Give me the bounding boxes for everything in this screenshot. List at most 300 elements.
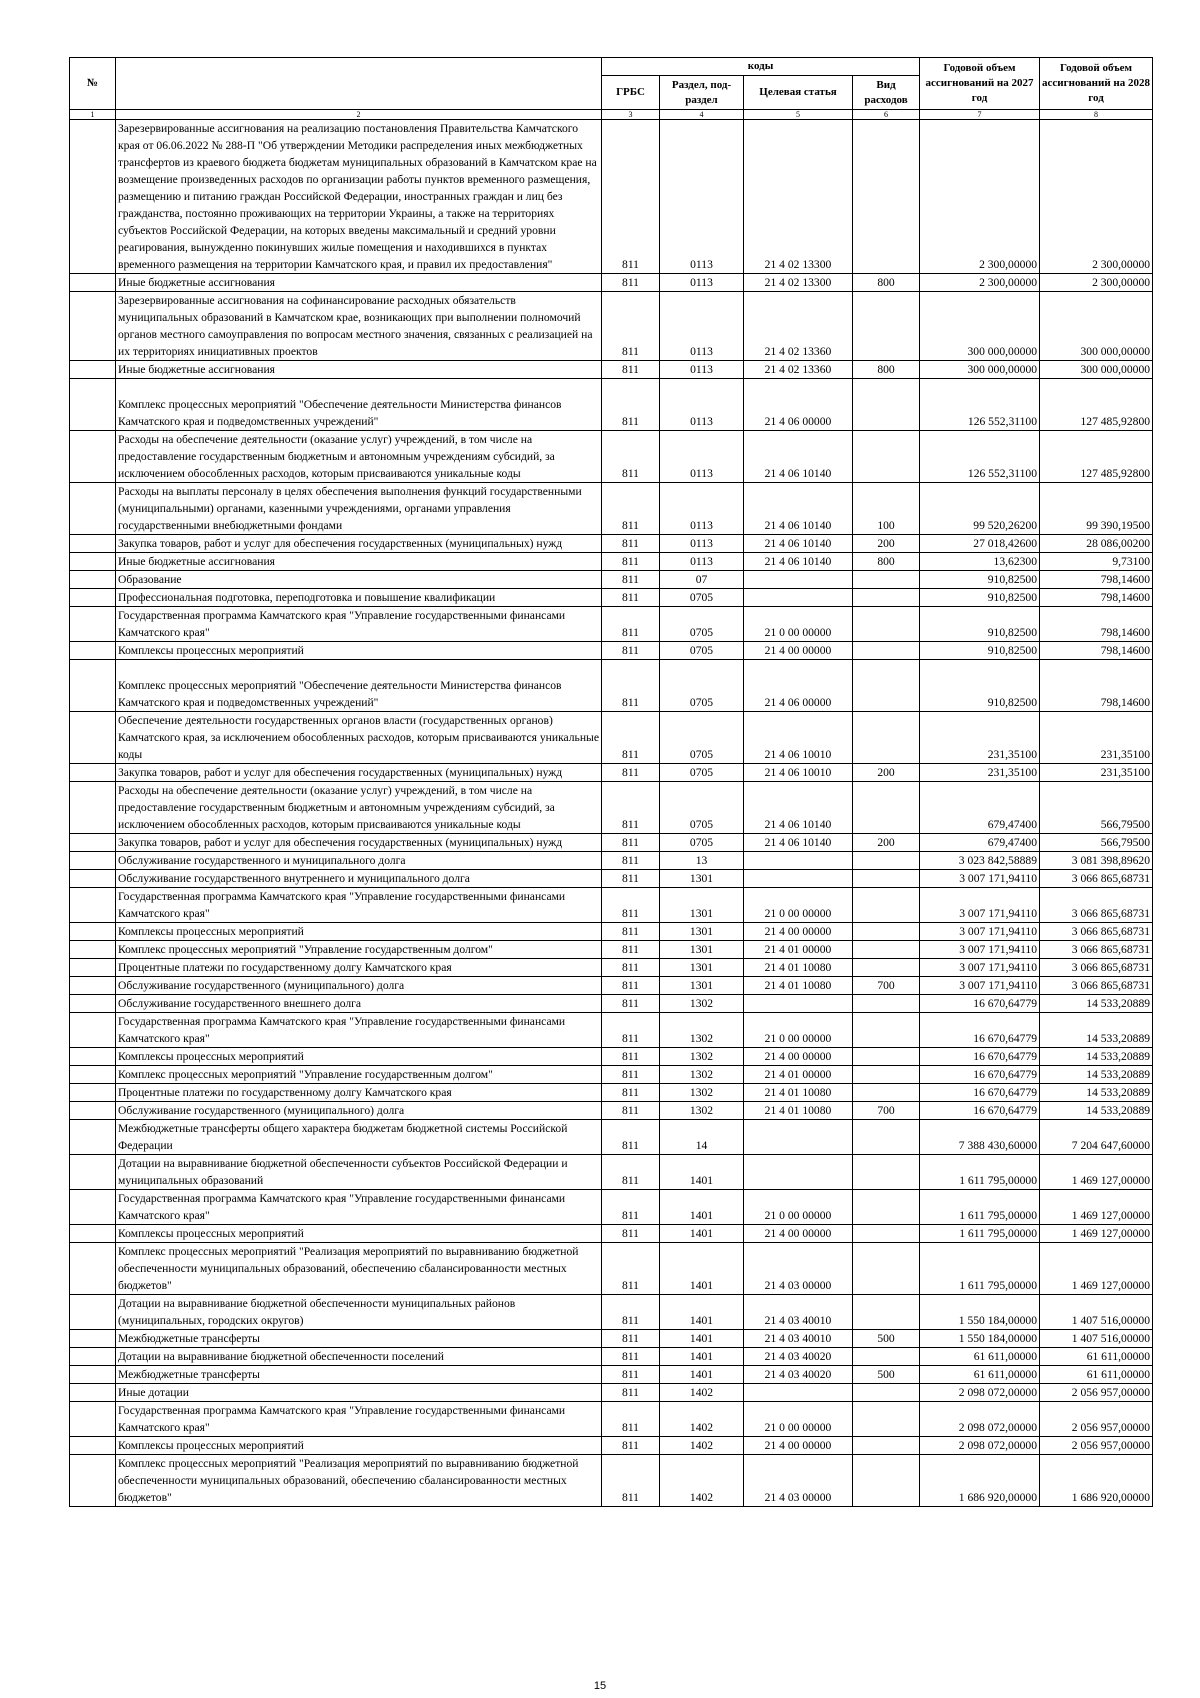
row-razdel-cell: 0705	[660, 607, 744, 642]
row-vid-cell	[853, 712, 920, 764]
row-grbs-cell: 811	[602, 379, 660, 431]
row-target-cell: 21 4 00 00000	[744, 1048, 853, 1066]
row-vid-cell: 700	[853, 1102, 920, 1120]
row-vid-cell	[853, 379, 920, 431]
row-2028-cell: 300 000,00000	[1040, 361, 1153, 379]
row-2027-cell: 1 611 795,00000	[920, 1225, 1040, 1243]
table-row	[70, 870, 1153, 888]
row-target-cell: 21 4 06 10010	[744, 712, 853, 764]
row-2027-cell: 1 686 920,00000	[920, 1455, 1040, 1507]
row-target-cell: 21 4 01 00000	[744, 1066, 853, 1084]
row-razdel-cell: 1302	[660, 1048, 744, 1066]
row-grbs-cell: 811	[602, 1013, 660, 1048]
row-2028-cell: 9,73100	[1040, 553, 1153, 571]
row-target-cell	[744, 995, 853, 1013]
table-row	[70, 782, 1153, 834]
row-vid-cell	[853, 607, 920, 642]
table-row	[70, 977, 1153, 995]
row-2028-cell: 2 300,00000	[1040, 120, 1153, 274]
row-2027-cell: 2 300,00000	[920, 274, 1040, 292]
row-2028-cell: 798,14600	[1040, 589, 1153, 607]
row-target-cell: 21 4 06 10140	[744, 535, 853, 553]
row-target-cell: 21 4 00 00000	[744, 1437, 853, 1455]
row-grbs-cell: 811	[602, 1102, 660, 1120]
row-2027-cell: 1 611 795,00000	[920, 1190, 1040, 1225]
row-grbs-cell: 811	[602, 1066, 660, 1084]
row-razdel-cell: 1401	[660, 1225, 744, 1243]
row-2027-cell: 3 007 171,94110	[920, 870, 1040, 888]
colnum: 3	[602, 110, 660, 120]
row-vid-cell	[853, 120, 920, 274]
table-row	[70, 712, 1153, 764]
row-2028-cell: 566,79500	[1040, 834, 1153, 852]
row-2028-cell: 14 533,20889	[1040, 1048, 1153, 1066]
row-name-cell: Обеспечение деятельности государственных органов власти (государственных органов) Камчатского края, за исключением обособленных расходов, которым присваиваются уникальные коды	[116, 712, 602, 764]
colnum: 2	[116, 110, 602, 120]
row-grbs-cell: 811	[602, 870, 660, 888]
table-row	[70, 1455, 1153, 1507]
row-grbs-cell: 811	[602, 995, 660, 1013]
row-2027-cell: 61 611,00000	[920, 1348, 1040, 1366]
row-2027-cell: 231,35100	[920, 712, 1040, 764]
row-2027-cell: 7 388 430,60000	[920, 1120, 1040, 1155]
row-razdel-cell: 1302	[660, 995, 744, 1013]
row-name-cell: Обслуживание государственного (муниципального) долга	[116, 1102, 602, 1120]
row-vid-cell	[853, 995, 920, 1013]
row-vid-cell: 200	[853, 535, 920, 553]
row-2027-cell: 3 007 171,94110	[920, 923, 1040, 941]
row-grbs-cell: 811	[602, 712, 660, 764]
header-target: Целевая статья	[744, 76, 853, 110]
row-number-cell	[70, 1225, 116, 1243]
row-vid-cell	[853, 959, 920, 977]
row-2027-cell: 1 611 795,00000	[920, 1243, 1040, 1295]
header-2027: Годовой объем ассигнований на 2027 год	[920, 58, 1040, 110]
table-row	[70, 379, 1153, 431]
row-grbs-cell: 811	[602, 589, 660, 607]
row-name-cell: Государственная программа Камчатского края "Управление государственными финансами Камчатского края"	[116, 1402, 602, 1437]
row-vid-cell	[853, 1225, 920, 1243]
header-razdel: Раздел, под- раздел	[660, 76, 744, 110]
row-target-cell: 21 0 00 00000	[744, 888, 853, 923]
row-target-cell	[744, 571, 853, 589]
row-vid-cell: 500	[853, 1330, 920, 1348]
row-vid-cell	[853, 1066, 920, 1084]
row-name-cell: Закупка товаров, работ и услуг для обеспечения государственных (муниципальных) нужд	[116, 535, 602, 553]
row-grbs-cell: 811	[602, 1084, 660, 1102]
row-2028-cell: 3 066 865,68731	[1040, 888, 1153, 923]
row-vid-cell	[853, 870, 920, 888]
row-number-cell	[70, 660, 116, 712]
row-name-cell: Иные бюджетные ассигнования	[116, 553, 602, 571]
row-number-cell	[70, 431, 116, 483]
row-target-cell: 21 4 01 10080	[744, 1102, 853, 1120]
row-number-cell	[70, 1102, 116, 1120]
row-2027-cell: 2 098 072,00000	[920, 1402, 1040, 1437]
row-2027-cell: 16 670,64779	[920, 1066, 1040, 1084]
table-row	[70, 274, 1153, 292]
row-razdel-cell: 0113	[660, 292, 744, 361]
table-row	[70, 959, 1153, 977]
row-name-cell: Обслуживание государственного и муниципального долга	[116, 852, 602, 870]
row-number-cell	[70, 571, 116, 589]
row-2027-cell: 910,82500	[920, 571, 1040, 589]
row-vid-cell: 500	[853, 1366, 920, 1384]
row-2028-cell: 798,14600	[1040, 660, 1153, 712]
row-name-cell: Иные бюджетные ассигнования	[116, 274, 602, 292]
row-2027-cell: 126 552,31100	[920, 379, 1040, 431]
table-row	[70, 1013, 1153, 1048]
row-number-cell	[70, 959, 116, 977]
row-name-cell: Расходы на обеспечение деятельности (оказание услуг) учреждений, в том числе на предоставление государственным бюджетным и автономным учреждениям субсидий, за исключением обособленных расходов, которым присваиваются уникальные коды	[116, 431, 602, 483]
row-number-cell	[70, 292, 116, 361]
table-row	[70, 923, 1153, 941]
row-name-cell: Закупка товаров, работ и услуг для обеспечения государственных (муниципальных) нужд	[116, 764, 602, 782]
row-name-cell: Дотации на выравнивание бюджетной обеспеченности муниципальных районов (муниципальных, городских округов)	[116, 1295, 602, 1330]
row-vid-cell: 700	[853, 977, 920, 995]
row-2028-cell: 798,14600	[1040, 607, 1153, 642]
row-grbs-cell: 811	[602, 852, 660, 870]
row-number-cell	[70, 1048, 116, 1066]
row-target-cell	[744, 1384, 853, 1402]
row-target-cell: 21 4 02 13360	[744, 292, 853, 361]
row-name-cell: Профессиональная подготовка, переподготовка и повышение квалификации	[116, 589, 602, 607]
row-2027-cell: 300 000,00000	[920, 361, 1040, 379]
row-2028-cell: 798,14600	[1040, 642, 1153, 660]
row-grbs-cell: 811	[602, 923, 660, 941]
row-2028-cell: 3 066 865,68731	[1040, 977, 1153, 995]
row-2028-cell: 99 390,19500	[1040, 483, 1153, 535]
row-razdel-cell: 1401	[660, 1330, 744, 1348]
table-row	[70, 607, 1153, 642]
row-number-cell	[70, 553, 116, 571]
row-vid-cell: 800	[853, 274, 920, 292]
row-number-cell	[70, 642, 116, 660]
row-number-cell	[70, 782, 116, 834]
row-target-cell: 21 4 01 10080	[744, 959, 853, 977]
row-number-cell	[70, 1295, 116, 1330]
table-row	[70, 1348, 1153, 1366]
row-2028-cell: 231,35100	[1040, 712, 1153, 764]
row-grbs-cell: 811	[602, 1225, 660, 1243]
row-name-cell: Обслуживание государственного внутреннего и муниципального долга	[116, 870, 602, 888]
row-razdel-cell: 07	[660, 571, 744, 589]
colnum: 7	[920, 110, 1040, 120]
row-number-cell	[70, 1084, 116, 1102]
row-name-cell: Комплексы процессных мероприятий	[116, 1048, 602, 1066]
row-2028-cell: 7 204 647,60000	[1040, 1120, 1153, 1155]
row-2028-cell: 3 081 398,89620	[1040, 852, 1153, 870]
row-2028-cell: 14 533,20889	[1040, 995, 1153, 1013]
row-razdel-cell: 0705	[660, 660, 744, 712]
table-row	[70, 589, 1153, 607]
table-row	[70, 1048, 1153, 1066]
table-row	[70, 642, 1153, 660]
row-name-cell: Дотации на выравнивание бюджетной обеспеченности поселений	[116, 1348, 602, 1366]
row-razdel-cell: 0113	[660, 535, 744, 553]
row-grbs-cell: 811	[602, 431, 660, 483]
row-target-cell: 21 4 06 10140	[744, 782, 853, 834]
row-grbs-cell: 811	[602, 977, 660, 995]
row-grbs-cell: 811	[602, 292, 660, 361]
row-name-cell: Комплекс процессных мероприятий "Обеспечение деятельности Министерства финансов Камчатского края и подведомственных учреждений"	[116, 379, 602, 431]
row-grbs-cell: 811	[602, 941, 660, 959]
row-vid-cell	[853, 852, 920, 870]
row-2027-cell: 2 098 072,00000	[920, 1384, 1040, 1402]
row-target-cell: 21 4 06 00000	[744, 660, 853, 712]
row-2027-cell: 16 670,64779	[920, 1084, 1040, 1102]
table-row	[70, 1066, 1153, 1084]
table-row	[70, 361, 1153, 379]
row-number-cell	[70, 712, 116, 764]
header-2028: Годовой объем ассигнований на 2028 год	[1040, 58, 1153, 110]
row-2028-cell: 61 611,00000	[1040, 1348, 1153, 1366]
colnum: 4	[660, 110, 744, 120]
row-name-cell: Процентные платежи по государственному долгу Камчатского края	[116, 1084, 602, 1102]
table-row	[70, 431, 1153, 483]
row-2028-cell: 798,14600	[1040, 571, 1153, 589]
row-target-cell: 21 4 06 10140	[744, 834, 853, 852]
row-name-cell: Комплекс процессных мероприятий "Обеспечение деятельности Министерства финансов Камчатского края и подведомственных учреждений"	[116, 660, 602, 712]
table-row	[70, 941, 1153, 959]
row-grbs-cell: 811	[602, 1155, 660, 1190]
row-2027-cell: 16 670,64779	[920, 1102, 1040, 1120]
row-number-cell	[70, 1437, 116, 1455]
row-2028-cell: 1 469 127,00000	[1040, 1190, 1153, 1225]
row-razdel-cell: 1401	[660, 1155, 744, 1190]
row-grbs-cell: 811	[602, 1295, 660, 1330]
row-grbs-cell: 811	[602, 274, 660, 292]
row-razdel-cell: 0113	[660, 361, 744, 379]
row-vid-cell	[853, 642, 920, 660]
row-number-cell	[70, 870, 116, 888]
row-razdel-cell: 0705	[660, 764, 744, 782]
row-2027-cell: 300 000,00000	[920, 292, 1040, 361]
row-grbs-cell: 811	[602, 959, 660, 977]
table-header	[70, 58, 1153, 120]
row-razdel-cell: 1302	[660, 1102, 744, 1120]
row-grbs-cell: 811	[602, 553, 660, 571]
row-razdel-cell: 0113	[660, 274, 744, 292]
row-2027-cell: 99 520,26200	[920, 483, 1040, 535]
row-grbs-cell: 811	[602, 361, 660, 379]
row-number-cell	[70, 834, 116, 852]
row-razdel-cell: 0113	[660, 483, 744, 535]
row-number-cell	[70, 1013, 116, 1048]
row-2027-cell: 910,82500	[920, 642, 1040, 660]
row-razdel-cell: 0705	[660, 642, 744, 660]
row-name-cell: Межбюджетные трансферты	[116, 1366, 602, 1384]
row-2028-cell: 28 086,00200	[1040, 535, 1153, 553]
table-row	[70, 1225, 1153, 1243]
row-target-cell: 21 4 00 00000	[744, 923, 853, 941]
table-row	[70, 834, 1153, 852]
row-razdel-cell: 1401	[660, 1243, 744, 1295]
row-target-cell: 21 4 03 40010	[744, 1330, 853, 1348]
row-razdel-cell: 0113	[660, 379, 744, 431]
row-vid-cell	[853, 1455, 920, 1507]
row-2028-cell: 1 686 920,00000	[1040, 1455, 1153, 1507]
table-row	[70, 1366, 1153, 1384]
row-target-cell: 21 0 00 00000	[744, 1190, 853, 1225]
row-number-cell	[70, 1066, 116, 1084]
row-target-cell: 21 4 06 10140	[744, 483, 853, 535]
row-vid-cell: 800	[853, 361, 920, 379]
row-name-cell: Иные бюджетные ассигнования	[116, 361, 602, 379]
row-number-cell	[70, 607, 116, 642]
row-2028-cell: 61 611,00000	[1040, 1366, 1153, 1384]
row-number-cell	[70, 1348, 116, 1366]
row-razdel-cell: 0705	[660, 782, 744, 834]
row-vid-cell	[853, 1190, 920, 1225]
row-razdel-cell: 1302	[660, 1013, 744, 1048]
row-number-cell	[70, 589, 116, 607]
row-razdel-cell: 1401	[660, 1348, 744, 1366]
page-number: 15	[593, 1680, 607, 1692]
row-target-cell	[744, 1155, 853, 1190]
row-number-cell	[70, 977, 116, 995]
row-name-cell: Комплексы процессных мероприятий	[116, 642, 602, 660]
row-name-cell: Комплексы процессных мероприятий	[116, 1225, 602, 1243]
row-razdel-cell: 1401	[660, 1366, 744, 1384]
row-name-cell: Обслуживание государственного (муниципального) долга	[116, 977, 602, 995]
row-grbs-cell: 811	[602, 1366, 660, 1384]
row-2028-cell: 3 066 865,68731	[1040, 923, 1153, 941]
header-vid: Вид расходов	[853, 76, 920, 110]
table-row	[70, 535, 1153, 553]
table-row	[70, 571, 1153, 589]
row-number-cell	[70, 379, 116, 431]
row-target-cell: 21 4 00 00000	[744, 1225, 853, 1243]
row-name-cell: Закупка товаров, работ и услуг для обеспечения государственных (муниципальных) нужд	[116, 834, 602, 852]
row-name-cell: Государственная программа Камчатского края "Управление государственными финансами Камчатского края"	[116, 607, 602, 642]
row-2027-cell: 2 098 072,00000	[920, 1437, 1040, 1455]
row-2028-cell: 3 066 865,68731	[1040, 870, 1153, 888]
table-row	[70, 764, 1153, 782]
row-number-cell	[70, 1155, 116, 1190]
row-grbs-cell: 811	[602, 642, 660, 660]
row-grbs-cell: 811	[602, 483, 660, 535]
row-target-cell: 21 0 00 00000	[744, 607, 853, 642]
row-2028-cell: 566,79500	[1040, 782, 1153, 834]
row-razdel-cell: 1301	[660, 977, 744, 995]
row-name-cell: Государственная программа Камчатского края "Управление государственными финансами Камчатского края"	[116, 1190, 602, 1225]
row-2028-cell: 127 485,92800	[1040, 431, 1153, 483]
row-vid-cell	[853, 1437, 920, 1455]
row-2027-cell: 3 023 842,58889	[920, 852, 1040, 870]
row-2027-cell: 3 007 171,94110	[920, 977, 1040, 995]
row-number-cell	[70, 1190, 116, 1225]
row-2027-cell: 679,47400	[920, 782, 1040, 834]
row-grbs-cell: 811	[602, 535, 660, 553]
row-2028-cell: 2 056 957,00000	[1040, 1437, 1153, 1455]
row-vid-cell	[853, 1243, 920, 1295]
row-number-cell	[70, 941, 116, 959]
row-razdel-cell: 0705	[660, 712, 744, 764]
colnum: 8	[1040, 110, 1153, 120]
colnum: 6	[853, 110, 920, 120]
row-razdel-cell: 0705	[660, 834, 744, 852]
row-vid-cell	[853, 1402, 920, 1437]
row-2027-cell: 2 300,00000	[920, 120, 1040, 274]
row-vid-cell	[853, 888, 920, 923]
row-razdel-cell: 1401	[660, 1190, 744, 1225]
table-row	[70, 1190, 1153, 1225]
row-razdel-cell: 1402	[660, 1437, 744, 1455]
table-row	[70, 1437, 1153, 1455]
row-vid-cell	[853, 660, 920, 712]
row-name-cell: Комплексы процессных мероприятий	[116, 923, 602, 941]
row-razdel-cell: 1302	[660, 1084, 744, 1102]
table-row	[70, 120, 1153, 274]
row-target-cell: 21 4 03 00000	[744, 1455, 853, 1507]
row-name-cell: Обслуживание государственного внешнего долга	[116, 995, 602, 1013]
row-number-cell	[70, 483, 116, 535]
header-name	[116, 58, 602, 110]
row-vid-cell	[853, 1384, 920, 1402]
row-grbs-cell: 811	[602, 120, 660, 274]
row-2027-cell: 61 611,00000	[920, 1366, 1040, 1384]
table-row	[70, 995, 1153, 1013]
row-2027-cell: 910,82500	[920, 660, 1040, 712]
row-name-cell: Образование	[116, 571, 602, 589]
row-razdel-cell: 1402	[660, 1402, 744, 1437]
row-vid-cell	[853, 1013, 920, 1048]
row-number-cell	[70, 1455, 116, 1507]
row-vid-cell	[853, 431, 920, 483]
row-grbs-cell: 811	[602, 1384, 660, 1402]
row-target-cell: 21 4 01 10080	[744, 977, 853, 995]
row-vid-cell	[853, 941, 920, 959]
row-2027-cell: 1 611 795,00000	[920, 1155, 1040, 1190]
row-2028-cell: 1 469 127,00000	[1040, 1155, 1153, 1190]
row-2027-cell: 910,82500	[920, 589, 1040, 607]
row-target-cell: 21 4 03 40020	[744, 1366, 853, 1384]
table-row	[70, 1402, 1153, 1437]
table-row	[70, 1330, 1153, 1348]
row-2027-cell: 1 550 184,00000	[920, 1330, 1040, 1348]
row-2027-cell: 1 550 184,00000	[920, 1295, 1040, 1330]
row-name-cell: Комплексы процессных мероприятий	[116, 1437, 602, 1455]
row-2027-cell: 3 007 171,94110	[920, 888, 1040, 923]
row-name-cell: Комплекс процессных мероприятий "Управление государственным долгом"	[116, 1066, 602, 1084]
row-number-cell	[70, 1330, 116, 1348]
row-razdel-cell: 13	[660, 852, 744, 870]
row-vid-cell: 800	[853, 553, 920, 571]
row-target-cell	[744, 589, 853, 607]
row-target-cell	[744, 1120, 853, 1155]
row-grbs-cell: 811	[602, 571, 660, 589]
row-target-cell: 21 4 06 10140	[744, 431, 853, 483]
row-razdel-cell: 1402	[660, 1455, 744, 1507]
row-grbs-cell: 811	[602, 1120, 660, 1155]
row-2028-cell: 1 469 127,00000	[1040, 1243, 1153, 1295]
row-grbs-cell: 811	[602, 1243, 660, 1295]
row-vid-cell	[853, 292, 920, 361]
row-razdel-cell: 1402	[660, 1384, 744, 1402]
row-2027-cell: 910,82500	[920, 607, 1040, 642]
row-grbs-cell: 811	[602, 1330, 660, 1348]
row-2027-cell: 16 670,64779	[920, 1048, 1040, 1066]
table-row	[70, 1295, 1153, 1330]
row-2028-cell: 14 533,20889	[1040, 1102, 1153, 1120]
row-2028-cell: 127 485,92800	[1040, 379, 1153, 431]
row-2027-cell: 3 007 171,94110	[920, 941, 1040, 959]
row-vid-cell: 200	[853, 834, 920, 852]
row-razdel-cell: 1301	[660, 941, 744, 959]
colnum: 5	[744, 110, 853, 120]
table-row	[70, 1155, 1153, 1190]
